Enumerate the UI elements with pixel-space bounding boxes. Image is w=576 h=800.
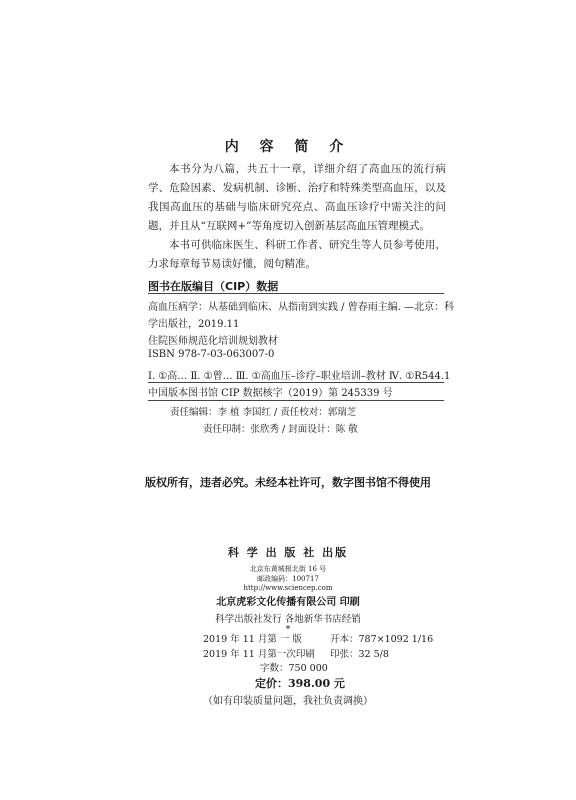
cip-line-6: 中国版本图书馆 CIP 数据核字（2019）第 245339 号 xyxy=(148,388,393,399)
cip-top-rule xyxy=(148,293,444,294)
cip-line-2: 学出版社，2019.11 xyxy=(148,319,240,330)
distributor-line: 科学出版社发行 各地新华书店经销 xyxy=(215,614,361,625)
cip-middle-rule xyxy=(148,382,444,383)
publisher-postcode: 邮政编码：100717 xyxy=(257,575,319,583)
cip-bottom-rule xyxy=(148,400,444,401)
sheets-line: 印张：32 5/8 xyxy=(330,649,389,660)
cip-line-1: 高血压病学：从基础到临床、从指南到实践 / 曾春雨主编. —北京：科 xyxy=(148,302,455,313)
printer-line: 北京虎彩文化传播有限公司 印刷 xyxy=(216,597,360,608)
cip-line-5: Ⅰ. ①高… Ⅱ. ①曾… Ⅲ. ①高血压–诊疗–职业培训–教材 Ⅳ. ①R544.1 xyxy=(148,371,451,382)
publisher-website: http://www.sciencep.com xyxy=(243,584,333,592)
edition-line: 2019 年 11 月第 一 版 xyxy=(203,634,302,645)
printing-line: 2019 年 11 月第一次印刷 xyxy=(203,649,315,660)
price-line: 定价：398.00 元 xyxy=(255,677,345,690)
publisher-name: 科 学 出 版 社 出版 xyxy=(227,546,349,559)
summary-heading: 内 容 简 介 xyxy=(224,139,352,155)
quality-note: （如有印装质量问题，我社负责调换） xyxy=(203,696,373,707)
cip-heading: 图书在版编目（CIP）数据 xyxy=(148,280,279,293)
cip-line-4: ISBN 978-7-03-063007-0 xyxy=(148,349,275,360)
cip-line-3: 住院医师规范化培训规划教材 xyxy=(148,336,278,347)
separator-star: * xyxy=(285,625,291,635)
staff-line-2: 责任印制：张欣秀 / 封面设计：陈 敬 xyxy=(203,424,358,435)
publisher-address: 北京东黄城根北街 16 号 xyxy=(249,565,327,573)
summary-paragraph-1: 本书分为八篇，共五十一章，详细介绍了高血压的流行病学、危险因素、发病机制、诊断、治疗和特殊类型高血压，以及我国高血压的基础与临床研究亮点、高血压诊疗中需关注的问题，并且从“互联网+”等角度切入创新基层高血压管理模式。 xyxy=(148,163,446,232)
copyright-notice: 版权所有，违者必究。未经本社许可，数字图书馆不得使用 xyxy=(145,476,431,489)
format-line: 开本：787×1092 1/16 xyxy=(330,634,434,645)
summary-paragraph-2: 本书可供临床医生、科研工作者、研究生等人员参考使用，力求每章每节易读好懂，阅句精准。 xyxy=(148,239,446,270)
wordcount-line: 字数：750 000 xyxy=(260,663,328,674)
staff-line-1: 责任编辑：李 植 李国红 / 责任校对：郭瑞芝 xyxy=(170,407,357,418)
